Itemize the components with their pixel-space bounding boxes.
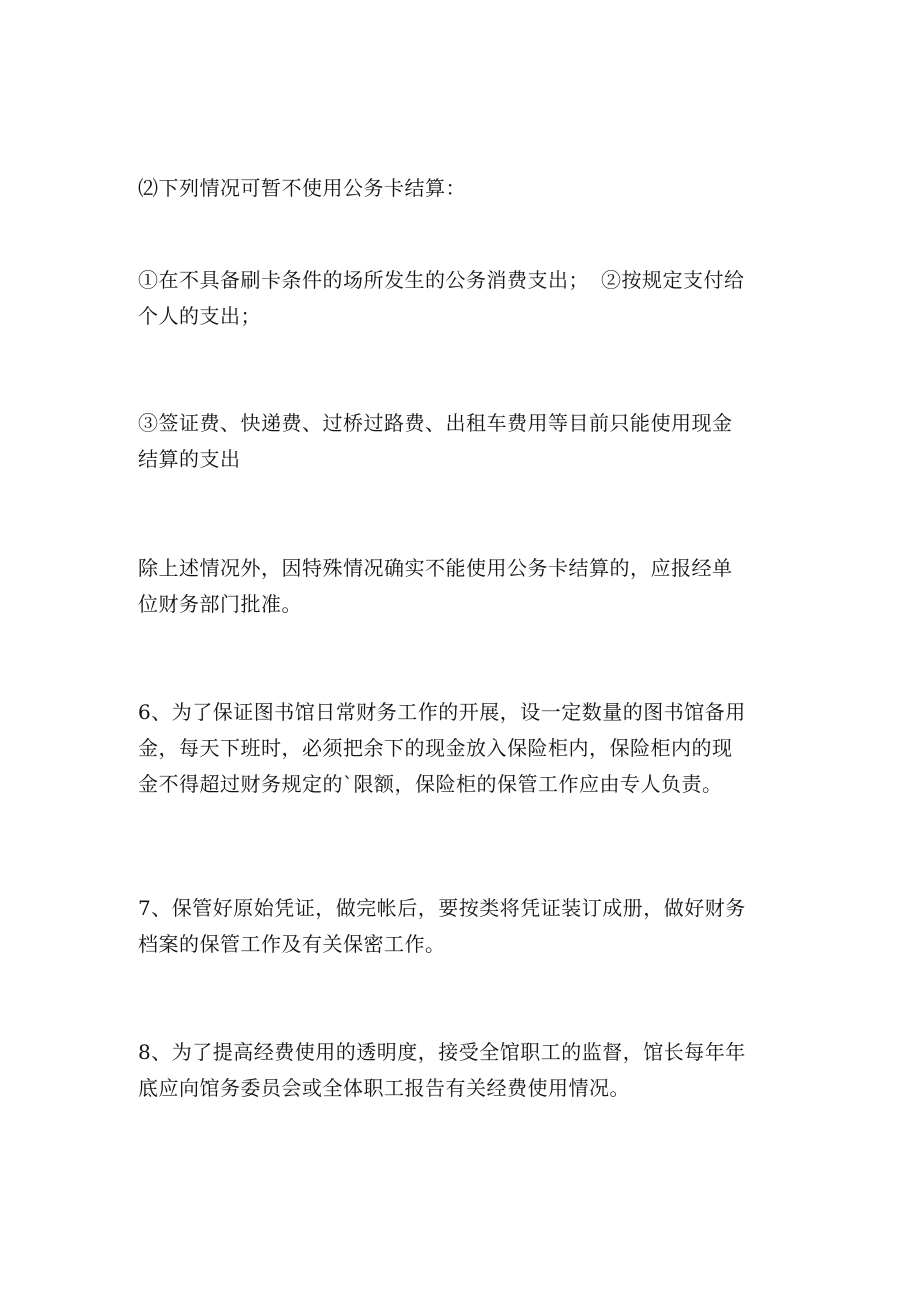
text-line <box>138 262 788 298</box>
text-line: ⑵下列情况可暂不使用公务卡结算： <box>138 176 466 200</box>
text-line: 除上述情况外，因特殊情况确实不能使用公务卡结算的，应报经单 <box>138 556 733 580</box>
text-line: 个人的支出； <box>138 304 261 328</box>
text-line: ③签证费、快递费、过桥过路费、出租车费用等目前只能使用现金 <box>138 411 733 435</box>
text-line: 7、保管好原始凭证，做完帐后，要按类将凭证装订成册，做好财务 <box>138 896 746 920</box>
text-line: 金，每天下班时，必须把余下的现金放入保险柜内，保险柜内的现 <box>138 736 733 760</box>
paragraph-item-6 <box>138 694 788 802</box>
paragraph-other-exceptions <box>138 550 788 622</box>
paragraph-exceptions-heading <box>138 170 788 206</box>
text-line: 金不得超过财务规定的`限额，保险柜的保管工作应由专人负责。 <box>138 772 723 796</box>
text-line: 结算的支出 <box>138 447 241 471</box>
text-line: 6、为了保证图书馆日常财务工作的开展，设一定数量的图书馆备用 <box>138 700 746 724</box>
paragraph-item-8 <box>138 1034 788 1106</box>
text-line: 位财务部门批准。 <box>138 592 302 616</box>
text-line: 底应向馆务委员会或全体职工报告有关经费使用情况。 <box>138 1076 630 1100</box>
paragraph-exception-items-1-2 <box>138 262 788 334</box>
text-line: 档案的保管工作及有关保密工作。 <box>138 932 446 956</box>
text-segment: ②按规定支付给 <box>601 268 745 292</box>
paragraph-exception-item-3 <box>138 405 788 477</box>
text-segment: ①在不具备刷卡条件的场所发生的公务消费支出； <box>138 268 589 292</box>
paragraph-item-7 <box>138 890 788 962</box>
text-line: 8、为了提高经费使用的透明度，接受全馆职工的监督，馆长每年年 <box>138 1040 746 1064</box>
